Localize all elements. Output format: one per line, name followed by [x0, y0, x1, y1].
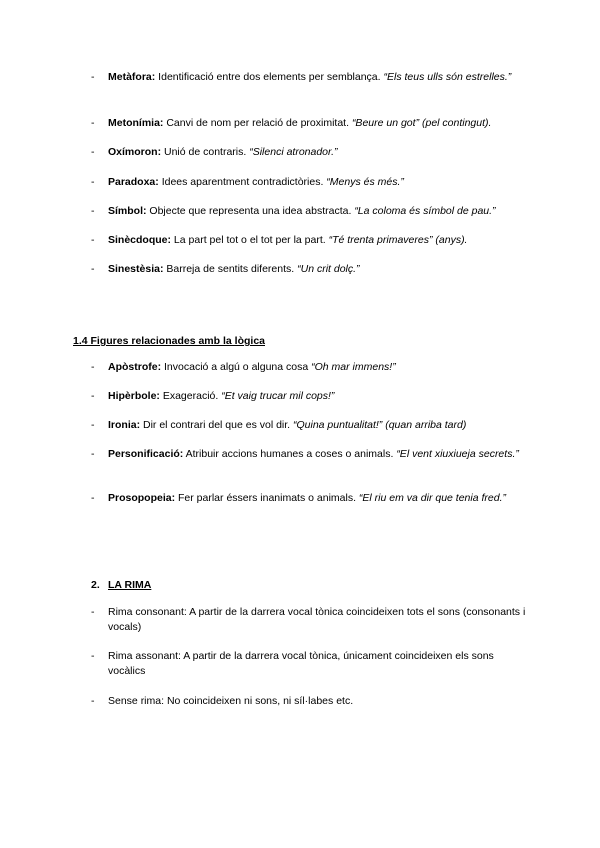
- list-bullet: -: [91, 263, 95, 275]
- list-bullet: -: [91, 176, 95, 188]
- definition: Exageració.: [159, 390, 222, 402]
- item-text: Sense rima: No coincideixen ni sons, ni síl·labes etc.: [108, 695, 354, 707]
- term: Paradoxa:: [108, 176, 159, 188]
- list-bullet: -: [91, 71, 95, 83]
- list-bullet: -: [91, 361, 95, 373]
- example: “El vent xiuxiueja secrets.”: [396, 448, 519, 460]
- list-item-personificacio: [91, 447, 531, 462]
- item-text: Rima assonant: A partir de la darrera vocal tònica, únicament coincideixen els sons vocàlics: [108, 650, 494, 677]
- example: “La coloma és símbol de pau.”: [354, 205, 496, 217]
- term: Personificació:: [108, 448, 184, 460]
- term: Metonímia:: [108, 117, 164, 129]
- list-bullet: -: [91, 205, 95, 217]
- definition: Fer parlar éssers inanimats o animals.: [175, 492, 359, 504]
- definition: La part pel tot o el tot per la part.: [171, 234, 329, 246]
- item-text: Rima consonant: A partir de la darrera vocal tònica coincideixen tots el sons (consonants i vocals): [108, 606, 526, 633]
- list-item-ironia: [91, 418, 531, 433]
- example: “Els teus ulls són estrelles.”: [383, 71, 512, 83]
- list-item-metonimia: [91, 116, 531, 131]
- example: “Un crit dolç.”: [297, 263, 360, 275]
- list-bullet: -: [91, 695, 95, 707]
- definition: Canvi de nom per relació de proximitat.: [163, 117, 352, 129]
- example: “Menys és més.”: [326, 176, 404, 188]
- list-bullet: -: [91, 419, 95, 431]
- example: “Et vaig trucar mil cops!”: [221, 390, 335, 402]
- example: “Quina puntualitat!” (quan arriba tard): [293, 419, 467, 431]
- section-number: 2.: [91, 579, 100, 591]
- definition: Dir el contrari del que es vol dir.: [140, 419, 293, 431]
- list-item-simbol: [91, 204, 531, 219]
- example: “Silenci atronador.”: [249, 146, 338, 158]
- term: Sinestèsia:: [108, 263, 164, 275]
- example: “Oh mar immens!”: [311, 361, 396, 373]
- term: Sinècdoque:: [108, 234, 172, 246]
- definition: Barreja de sentits diferents.: [163, 263, 298, 275]
- section-heading-rima: [91, 578, 151, 593]
- definition: Unió de contraris.: [161, 146, 250, 158]
- list-item-sinestesia: [91, 262, 531, 277]
- list-bullet: -: [91, 146, 95, 158]
- list-bullet: -: [91, 390, 95, 402]
- example: “Té trenta primaveres” (anys).: [328, 234, 468, 246]
- term: Ironia:: [108, 419, 141, 431]
- definition: Idees aparentment contradictòries.: [158, 176, 327, 188]
- list-item-sense-rima: [91, 694, 531, 709]
- example: “El riu em va dir que tenia fred.”: [358, 492, 506, 504]
- list-bullet: -: [91, 234, 95, 246]
- definition: Atribuir accions humanes a coses o animals.: [183, 448, 397, 460]
- term: Hipèrbole:: [108, 390, 160, 402]
- section-title: LA RIMA: [108, 579, 152, 591]
- list-bullet: -: [91, 448, 95, 460]
- term: Símbol:: [108, 205, 147, 217]
- list-item-metafora: [91, 70, 531, 85]
- list-bullet: -: [91, 606, 95, 618]
- list-item-hiperbole: [91, 389, 531, 404]
- definition: Objecte que representa una idea abstracta.: [146, 205, 355, 217]
- term: Prosopopeia:: [108, 492, 176, 504]
- definition: Identificació entre dos elements per semblança.: [155, 71, 384, 83]
- list-item-paradoxa: [91, 175, 531, 190]
- section-heading-logic: 1.4 Figures relacionades amb la lògica: [73, 335, 265, 347]
- term: Apòstrofe:: [108, 361, 162, 373]
- list-item-prosopopeia: [91, 491, 531, 506]
- term: Oxímoron:: [108, 146, 162, 158]
- term: Metàfora:: [108, 71, 156, 83]
- list-item-oximoron: [91, 145, 531, 160]
- list-bullet: -: [91, 492, 95, 504]
- list-bullet: -: [91, 117, 95, 129]
- list-item-sinecdoque: [91, 233, 531, 248]
- list-item-apostrofe: [91, 360, 531, 375]
- list-item-rima-assonant: [91, 649, 531, 679]
- list-item-rima-consonant: [91, 605, 531, 635]
- example: “Beure un got” (pel contingut).: [351, 117, 492, 129]
- definition: Invocació a algú o alguna cosa: [161, 361, 312, 373]
- list-bullet: -: [91, 650, 95, 662]
